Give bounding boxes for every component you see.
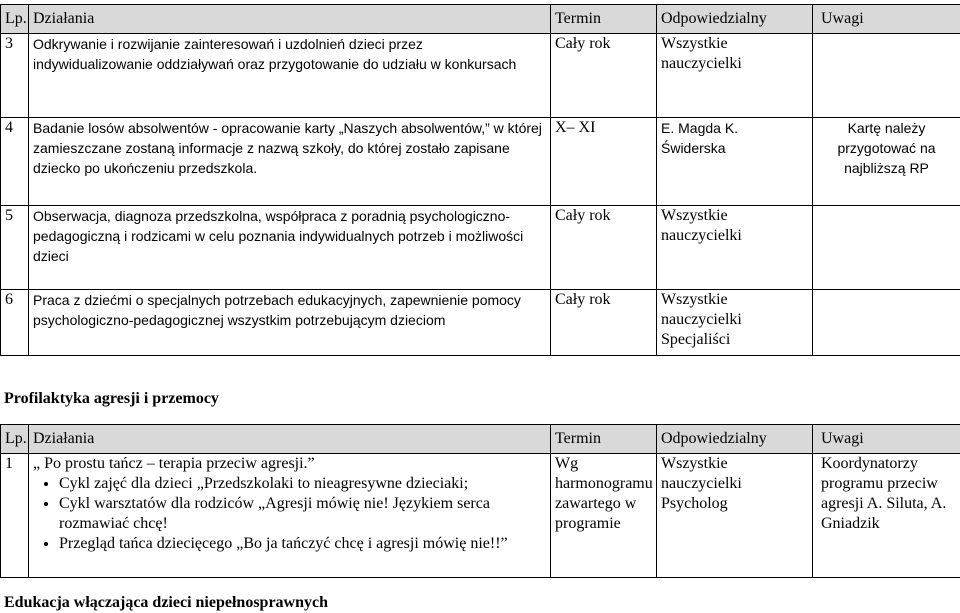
row-responsible [657,290,813,356]
section-title-inclusive: Edukacja włączająca dzieci niepełnosprawnych [4,594,328,611]
row-term: Cały rok [551,34,657,118]
row-action: Odkrywanie i rozwijanie zainteresowań i uzdolnień dzieci przez indywidualizowanie oddziaływań oraz przygotowanie do udziału w konkursach [29,34,551,118]
plan-table-1 [0,4,960,356]
action-bullet-item: • Przegląd tańca dziecięcego „Bo ja tańczyć chcę i agresji mówię nie!!” [59,534,546,554]
row-lp: 3 [1,34,29,118]
header-notes: Uwagi [813,425,960,454]
section-title-aggression: Profilaktyka agresji i przemocy [4,390,219,407]
header-actions: Działania [29,425,551,454]
row-lp: 6 [1,290,29,356]
row-responsible: Wszystkie nauczycielki [657,206,813,290]
action-bullet-item: • Cykl warsztatów dla rodziców „Agresji mówię nie! Językiem serca rozmawiać chcę! [59,494,546,534]
row-term: Cały rok [551,206,657,290]
responsible-line: nauczycielki [661,311,742,328]
action-bullet-list [33,474,546,554]
row-notes [813,290,960,356]
header-lp: Lp. [1,425,29,454]
row-notes: Kartę należy przygotować na najbliższą RP [813,118,960,206]
responsible-line: Wszystkie [661,455,728,472]
plan-table-2 [0,424,960,578]
header-actions: Działania [29,5,551,34]
row-action: Obserwacja, diagnoza przedszkolna, współpraca z poradnią psychologiczno-pedagogiczną i rodzicami w celu poznania indywidualnych potrzeb i możliwości dzieci [29,206,551,290]
table-header-row [1,425,960,454]
header-lp: Lp. [1,5,29,34]
table-row [1,34,960,118]
header-responsible: Odpowiedzialny [657,425,813,454]
table-row [1,118,960,206]
row-notes [813,206,960,290]
table-row [1,290,960,356]
action-bullet-item: • Cykl zajęć dla dzieci „Przedszkolaki to nieagresywne dzieciaki; [59,474,546,494]
row-lp: 4 [1,118,29,206]
row-responsible [657,454,813,578]
row-action [29,454,551,578]
table-row [1,454,960,578]
row-term: X– XI [551,118,657,206]
row-notes: Koordynatorzy programu przeciw agresji A. Siluta, A. Gniadzik [813,454,960,578]
header-term: Termin [551,5,657,34]
row-responsible: Wszystkie nauczycielki [657,34,813,118]
row-term: Cały rok [551,290,657,356]
row-responsible: E. Magda K. Świderska [657,118,813,206]
table-header-row [1,5,960,34]
responsible-line: nauczycielki [661,475,742,492]
responsible-line: Wszystkie [661,291,728,308]
header-term: Termin [551,425,657,454]
row-lp: 5 [1,206,29,290]
responsible-line: Psycholog [661,495,728,512]
responsible-line: Specjaliści [661,331,731,348]
row-notes [813,34,960,118]
header-notes: Uwagi [813,5,960,34]
row-action: Badanie losów absolwentów - opracowanie karty „Naszych absolwentów,” w której zamieszczane zostaną informacje z nazwą szkoły, do której zostało zapisane dziecko po ukończeniu przedszkola. [29,118,551,206]
row-action: Praca z dziećmi o specjalnych potrzebach edukacyjnych, zapewnienie pomocy psychologiczno-pedagogicznej wszystkim potrzebującym dzieciom [29,290,551,356]
row-term: Wg harmonogramu zawartego w programie [551,454,657,578]
header-responsible: Odpowiedzialny [657,5,813,34]
row-lp: 1 [1,454,29,578]
table-row [1,206,960,290]
action-intro: „ Po prostu tańcz – terapia przeciw agresji.” [33,455,315,472]
